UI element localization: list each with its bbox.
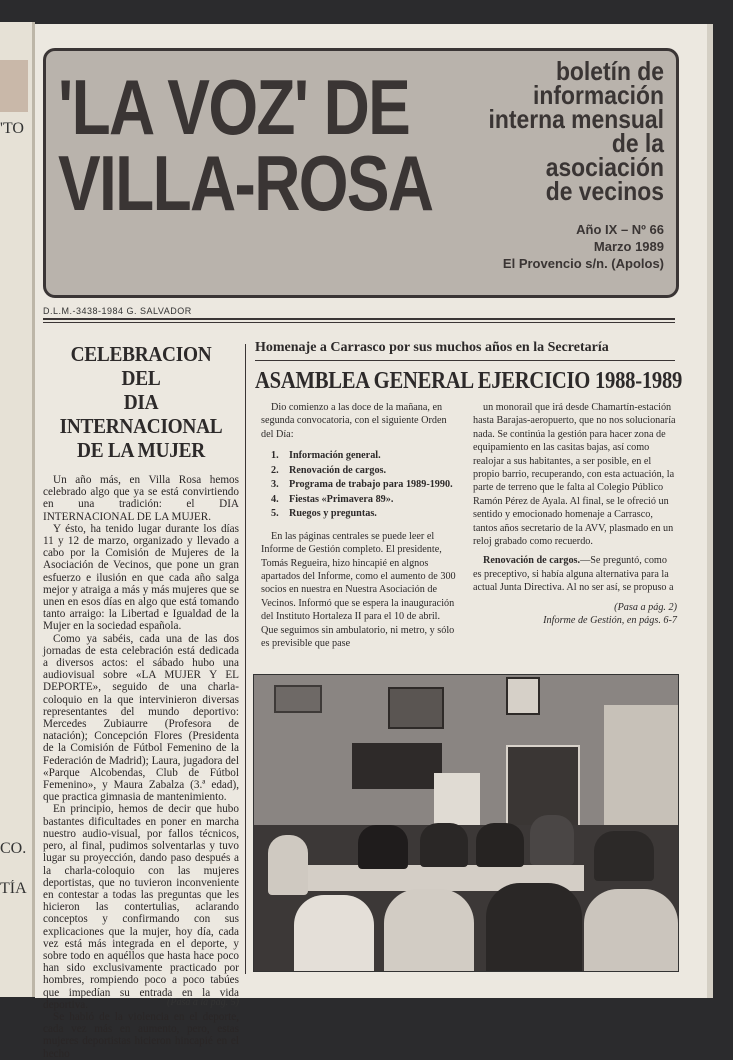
masthead-subtitle: información xyxy=(533,80,664,110)
continued-reference: (Pasa a pág. 2) xyxy=(614,601,677,613)
photo-cabinet xyxy=(352,743,442,789)
paragraph-lead: Renovación de cargos. xyxy=(483,555,581,567)
agenda-item: 4. Fiestas «Primavera 89». xyxy=(271,493,394,505)
masthead-subtitle: de la xyxy=(611,128,664,158)
agenda-item: 2. Renovación de cargos. xyxy=(271,464,387,476)
adjacent-page xyxy=(0,22,35,997)
masthead-info xyxy=(444,56,664,272)
photo-poster xyxy=(434,773,480,827)
masthead-title-line: 'LA VOZ' DE xyxy=(58,63,410,151)
photo-frame xyxy=(274,685,322,713)
main-article xyxy=(255,340,683,661)
masthead-subtitle: de vecinos xyxy=(545,176,664,206)
agenda-list xyxy=(271,449,459,522)
article-kicker: Homenaje a Carrasco por sus muchos años en la Secretaría xyxy=(255,340,609,355)
paragraph: Y ésto, ha tenido lugar durante los días 11 y 12 de marzo, organizado y llevado a cabo por la Comisión de Mujeres de la Asociación de Vecinos, que pone un gran esfuerzo e ilusión en que cada año salga mejor y atraiga a más y más mujeres que se unen en esos días en algo que está tomando tanto arraigo: la Libertad e Igualdad de la Mujer en la sociedad española. xyxy=(43,522,239,633)
photo-person xyxy=(594,831,654,881)
left-article xyxy=(43,342,239,1060)
headline-line: DE LA MUJER xyxy=(77,438,205,462)
agenda-item: 3. Programa de trabajo para 1989-1990. xyxy=(271,479,453,491)
paragraph: Dio comienzo a las doce de la mañana, en segunda convocatoria, con el siguiente Orden del Día: xyxy=(261,402,447,440)
agenda-item: 1. Información general. xyxy=(271,450,381,462)
headline-line: DIA INTERNACIONAL xyxy=(59,390,223,438)
adjacent-page-fragment: 'TO xyxy=(0,120,24,137)
masthead-title xyxy=(58,63,433,227)
adjacent-page-fragment: TÍA xyxy=(0,880,27,897)
masthead xyxy=(43,48,679,298)
continued-reference: (Pasa a la pág. 5) xyxy=(167,997,239,1008)
photo-person xyxy=(420,823,468,867)
photo-person xyxy=(476,823,524,867)
masthead-title-line: VILLA-ROSA xyxy=(58,139,433,227)
paragraph: En principio, hemos de decir que hubo bastantes dificultades en poner en marcha nuestro audio-visual, por fallos técnicos, pero, al final, pudimos solventarlas y tuvo lugar su proyección, dando paso después a la charla-coloquio con las mujeres deportistas, que no tuvieron inconveniente en contestar a todas las preguntas que les hicieron las contertulias, aclarando conceptos y confirmando con sus explicaciones que la mujer, hoy día, cada vez está más integrada en el deporte, y sobre todo en aquéllos que hasta hace poco han sido exclusivamente practicado por hombres, rompiendo poco a poco tabúes que impedían su entrada en la vida deportiva. xyxy=(43,803,239,1011)
agenda-item: 5. Ruegos y preguntas. xyxy=(271,508,377,520)
paragraph: En las páginas centrales se puede leer el Informe de Gestión completo. El presidente, Tomás Regueira, hizo hincapié en algnos apartados del Informe, como el aumento de 300 socios en nuestra en Nuestra Asociación de Vecinos. Informó que se espera la inauguración del Instituto Hortaleza II para el 10 de abril. Que seguimos sin ambulatorio, ni metro, y sólo es previsible que pase xyxy=(261,530,456,649)
left-article-body xyxy=(43,474,239,1060)
divider xyxy=(43,318,675,320)
page-edge xyxy=(707,24,713,998)
divider xyxy=(255,360,675,361)
article-column xyxy=(261,401,459,650)
photo-person xyxy=(530,815,574,865)
headline-line: CELEBRACION DEL xyxy=(70,342,212,390)
left-article-headline xyxy=(51,342,231,462)
masthead-issue-info xyxy=(444,221,664,272)
masthead-subtitle: asociación xyxy=(545,152,664,182)
continued-reference: Informe de Gestión, en págs. 6-7 xyxy=(543,615,677,627)
masthead-subtitle: boletín de xyxy=(555,56,664,86)
article-columns xyxy=(255,401,675,661)
issue-date: Marzo 1989 xyxy=(593,239,664,254)
photo-audience xyxy=(584,889,678,971)
newspaper-page xyxy=(35,24,707,1060)
portrait-frame xyxy=(506,677,540,715)
photo-audience xyxy=(294,895,374,971)
adjacent-page-fragment: CO. xyxy=(0,840,27,857)
column-divider xyxy=(245,344,246,974)
article-headline: ASAMBLEA GENERAL EJERCICIO 1988-1989 xyxy=(255,368,683,394)
assembly-photo xyxy=(253,674,679,972)
paragraph: Se habló de la violencia en el deporte, cada vez más en aumento, pero, estas mujeres deportistas hicieron hincapié en el hecho xyxy=(43,1010,239,1060)
photo-frame xyxy=(388,687,444,729)
divider xyxy=(43,322,675,323)
article-column xyxy=(473,401,677,628)
masthead-subtitle: interna mensual xyxy=(488,104,664,134)
paragraph: Como ya sabéis, cada una de las dos jornadas de esta celebración está dedicada a diversos actos: el sábado hubo una audiovisual sobre «LA MUJER Y EL DEPORTE», seguido de una charla-coloquio en la que intervinieron diversas representantes del mundo deportivo: Mercedes Zubiaurre (Profesora de natación); Concepción Flores (Presidenta de la Comisión de Fútbol Femenino de la Federación de Madrid); Laura, jugadora del «Parque Alcobendas, Club de Fútbol Femenino», y Maura Zabalza (3.ª edad), que practica gimnasia de mantenimiento. xyxy=(43,632,239,804)
photo-person xyxy=(358,825,408,869)
paragraph: Un año más, en Villa Rosa hemos celebrado algo que ya se está convirtiendo en una tradición: el DIA INTERNACIONAL DE LA MUJER. xyxy=(43,474,239,523)
issue-number: Año IX – Nº 66 xyxy=(576,222,664,237)
issue-address: El Provencio s/n. (Apolos) xyxy=(502,256,664,271)
page-references xyxy=(473,601,677,628)
legal-deposit: D.L.M.-3438-1984 G. SALVADOR xyxy=(43,306,192,316)
photo-window xyxy=(604,705,678,845)
photo-audience xyxy=(384,889,474,971)
photo-person xyxy=(268,835,308,895)
photo-audience xyxy=(486,883,582,971)
paragraph: Renovación de cargos.—Se preguntó, como es preceptivo, si había alguna alternativa para la actual Junta Directiva. Al no ser así, se propuso a xyxy=(473,555,674,594)
paragraph: un monorail que irá desde Chamartín-estación hasta Barajas-aeropuerto, que no nos solucionaría nada. Se continúa la gestión para hacer zona de equipamiento en las casitas bajas, así como realojar a sus habitantes, a ser posible, en el propio barrio, recuperando, con esta actuación, la parte de terreno que le falta al Colegio Público Ramón Pérez de Ayala. Al final, se le ofreció un sentido y emocionado homenaje a Carrasco, tantos años secretario de la AVV, plasmado en un reloj grabado como recuerdo. xyxy=(473,402,676,548)
adjacent-page-tab xyxy=(0,60,28,112)
